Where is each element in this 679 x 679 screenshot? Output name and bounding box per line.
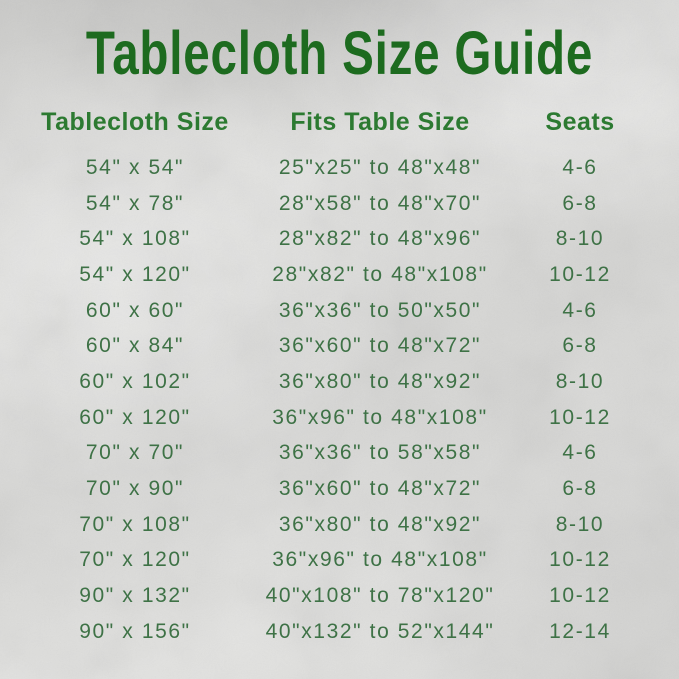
table-cell: 54" x 78"	[85, 191, 185, 215]
table-cell: 12-14	[549, 619, 611, 643]
table-header-row	[30, 100, 640, 144]
table-cell: 6-8	[562, 334, 598, 358]
table-cell: 28"x82" to 48"x108"	[272, 262, 488, 286]
table-cell: 36"x96" to 48"x108"	[272, 548, 488, 572]
table-cell: 70" x 70"	[85, 441, 185, 465]
table-cell: 60" x 84"	[85, 334, 185, 358]
table-body	[30, 150, 640, 650]
table-cell: 60" x 102"	[79, 369, 191, 393]
table-cell: 60" x 120"	[79, 405, 191, 429]
page-title: Tablecloth Size Guide	[85, 19, 594, 87]
table-cell: 40"x132" to 52"x144"	[265, 619, 495, 643]
table-cell: 36"x80" to 48"x92"	[278, 512, 482, 536]
table-cell: 10-12	[549, 584, 611, 608]
table-cell: 4-6	[562, 441, 598, 465]
table-cell: 28"x58" to 48"x70"	[278, 191, 482, 215]
table-cell: 6-8	[562, 191, 598, 215]
table-cell: 6-8	[562, 477, 598, 501]
table-cell: 10-12	[549, 548, 611, 572]
table-cell: 8-10	[555, 369, 605, 393]
table-cell: 8-10	[555, 227, 605, 251]
column-header-seats: Seats	[545, 107, 615, 136]
table-cell: 90" x 132"	[79, 584, 191, 608]
table-cell: 40"x108" to 78"x120"	[265, 584, 495, 608]
table-cell: 8-10	[555, 512, 605, 536]
table-cell: 36"x80" to 48"x92"	[278, 369, 482, 393]
table-cell: 54" x 108"	[79, 227, 191, 251]
table-cell: 28"x82" to 48"x96"	[278, 227, 482, 251]
table-cell: 70" x 120"	[79, 548, 191, 572]
size-guide-table	[30, 100, 640, 650]
table-cell: 4-6	[562, 298, 598, 322]
table-cell: 36"x60" to 48"x72"	[278, 477, 482, 501]
table-cell: 70" x 108"	[79, 512, 191, 536]
table-cell: 36"x36" to 50"x50"	[278, 298, 482, 322]
column-header-fits-table-size: Fits Table Size	[290, 107, 470, 136]
table-cell: 10-12	[549, 262, 611, 286]
table-cell: 36"x36" to 58"x58"	[278, 441, 482, 465]
column-header-tablecloth-size: Tablecloth Size	[41, 107, 229, 136]
table-cell: 25"x25" to 48"x48"	[278, 155, 482, 179]
table-cell: 54" x 54"	[85, 155, 185, 179]
table-cell: 36"x60" to 48"x72"	[278, 334, 482, 358]
table-cell: 54" x 120"	[79, 262, 191, 286]
table-cell: 4-6	[562, 155, 598, 179]
table-cell: 60" x 60"	[85, 298, 185, 322]
table-cell: 70" x 90"	[85, 477, 185, 501]
table-cell: 90" x 156"	[79, 619, 191, 643]
table-cell: 36"x96" to 48"x108"	[272, 405, 488, 429]
table-cell: 10-12	[549, 405, 611, 429]
